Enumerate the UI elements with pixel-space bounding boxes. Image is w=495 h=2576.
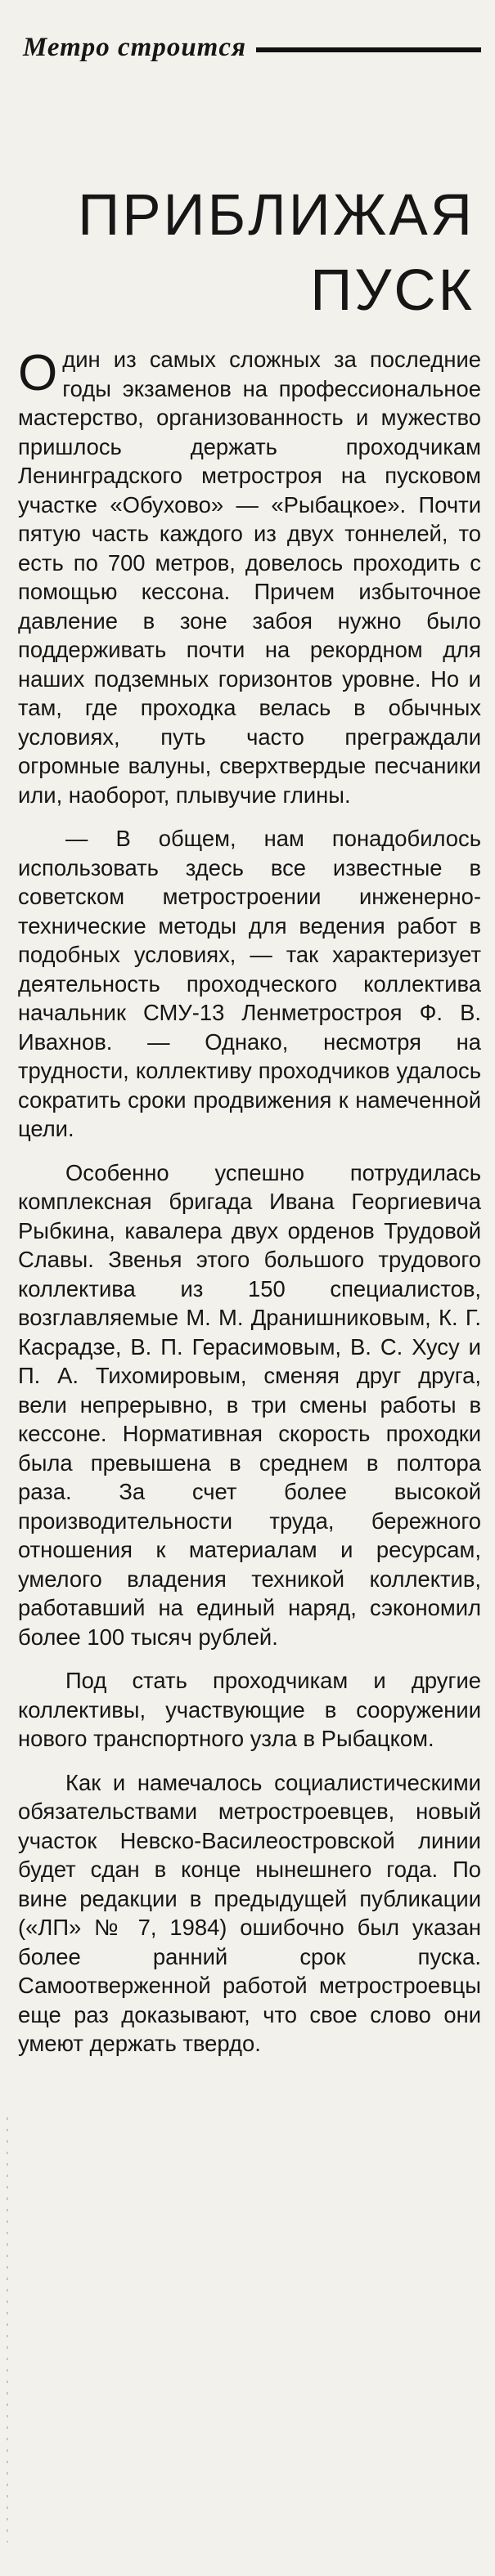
headline-line-1: ПРИБЛИЖАЯ — [78, 182, 475, 248]
rubric-rule — [256, 47, 481, 52]
margin-rule — [7, 2117, 8, 2542]
headline-line-2: ПУСК — [310, 258, 475, 323]
rubric-title: Метро строится — [23, 33, 246, 62]
drop-cap: О — [18, 345, 58, 401]
article-paragraph-3: Особенно успешно потрудилась комплексная бригада Ивана Георгиевича Рыбкина, кавалера двух орденов Трудовой Славы. Звенья этого большого трудового коллектива из 150 специалистов, возглавляемые М. М. Дранишниковым, К. Г. Касрадзе, В. П. Герасимовым, В. С. Хусу и П. А. Тихомировым, сменяя друг друга, вели непрерывно, в три смены работы в кессоне. Нормативная скорость проходки была превышена в среднем в полтора раза. За счет более высокой производительности труда, бережного отношения к материалам и ресурсам, умелого владения техникой коллектив, работавший на единый наряд, сэкономил более 100 тысяч рублей. — [18, 1159, 481, 1650]
rubric-header — [23, 33, 481, 63]
article-paragraph-4: Под стать проходчикам и другие коллективы, участвующие в сооружении нового транспортного узла в Рыбацком. — [18, 1668, 481, 1751]
article-paragraph-2: — В общем, нам понадобилось использовать здесь все известные в советском метростроении инженерно-технические методы для ведения работ в подобных условиях, — так характеризует деятельность проходческого коллектива начальник СМУ-13 Ленметростроя Ф. В. Ивахнов. — Однако, несмотря на трудности, коллективу проходчиков удалось сократить сроки продвижения к намеченной цели. — [18, 826, 481, 1141]
headline — [16, 178, 475, 329]
article-paragraph-1 — [18, 345, 481, 809]
article-paragraph-5: Как и намечалось социалистическими обязательствами метростроевцев, новый участок Невско-Василеостровской линии будет сдан в конце нынешнего года. По вине редакции в предыдущей публикации («ЛП» № 7, 1984) ошибочно был указан более ранний срок пуска. Самоотверженной работой метростроевцы еще раз доказывают, что свое слово они умеют держать твердо. — [18, 1769, 481, 2056]
article-paragraph-1-text: дин из самых сложных за последние годы экзаменов на профессиональное мастерство, организованность и мужество пришлось держать проходчикам Ленинградского метростроя на пусковом участке «Обухово» — «Рыбацкое». Почти пятую часть каждого из двух тоннелей, то есть по 700 метров, довелось проходить с помощью кессона. Причем избыточное давление в зоне забоя нужно было поддерживать почти на рекордном для наших подземных горизонтов уровне. Но и там, где проходка велась в обычных условиях, путь часто преграждали огромные валуны, сверхтвердые песчаники или, наоборот, плывучие глины. — [18, 347, 481, 808]
article-body — [18, 345, 481, 2059]
